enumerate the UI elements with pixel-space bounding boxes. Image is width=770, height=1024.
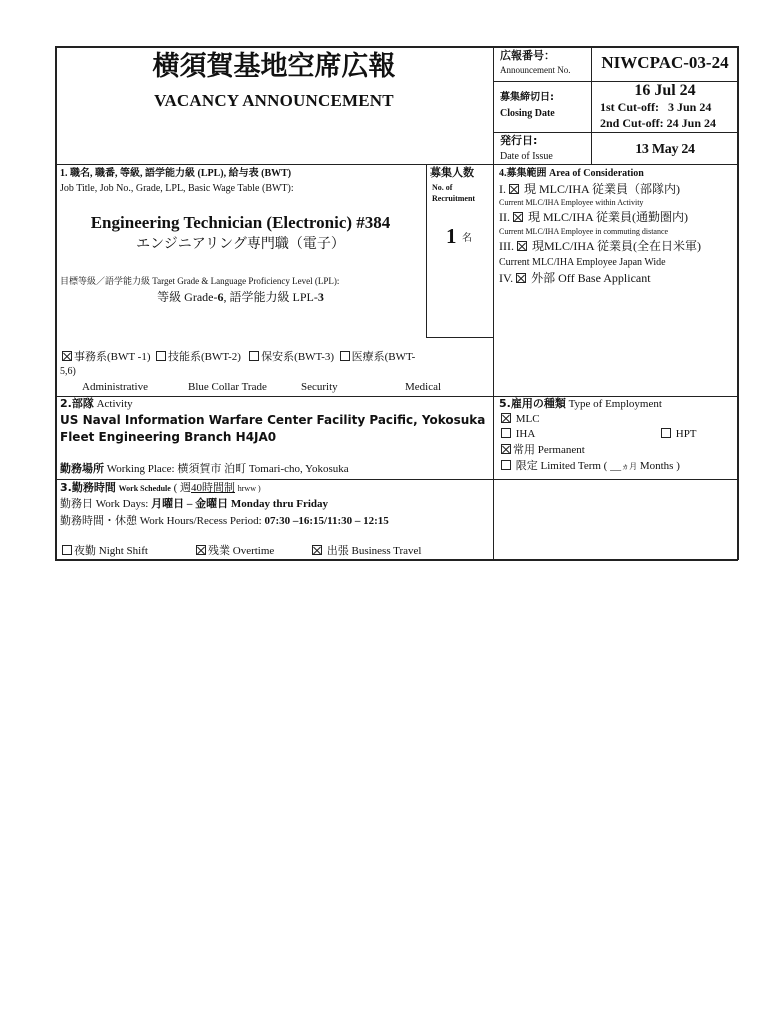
divider-main <box>493 46 494 560</box>
employment-hpt: HPT <box>661 428 697 440</box>
checkbox-medical[interactable] <box>340 351 350 361</box>
target-grade-label: 目標等級／語学能力級 Target Grade & Language Proficiency Level (LPL): <box>60 276 340 286</box>
divider-h2 <box>493 132 738 133</box>
checkbox-blue-collar[interactable] <box>156 351 166 361</box>
border-top <box>55 46 738 48</box>
travel-option: 出張 Business Travel <box>312 545 422 557</box>
recruit-count: 1 <box>446 224 457 248</box>
border-right <box>737 46 739 560</box>
grade-line: 等級 Grade-6, 語学能力級 LPL-3 <box>157 290 324 304</box>
cutoff-1: 1st Cut-off: 3 Jun 24 <box>600 100 712 114</box>
closing-date: 16 Jul 24 <box>634 82 696 99</box>
activity-line-2: Fleet Engineering Branch H4JA0 <box>60 430 277 444</box>
employment-permanent: 常用 Permanent <box>501 444 585 456</box>
checkbox-area-4[interactable] <box>516 273 526 283</box>
cat-security-en: Security <box>301 381 338 393</box>
announcement-no-label-jp: 広報番号： <box>500 49 555 62</box>
work-hours: 勤務時間・休憩 Work Hours/Recess Period: 07:30 –16:15/11:30 – 12:15 <box>60 515 389 527</box>
cat-blue-en: Blue Collar Trade <box>188 381 267 393</box>
recruit-label-jp: 募集人数 <box>430 166 474 179</box>
divider-recruit-v <box>426 164 427 337</box>
schedule-options: 夜勤 Night Shift <box>62 545 148 557</box>
checkbox-permanent[interactable] <box>501 444 511 454</box>
cat-medical-en: Medical <box>405 381 442 393</box>
checkbox-overtime[interactable] <box>196 545 206 555</box>
sec2-heading: 2.部隊 Activity <box>60 397 133 410</box>
checkbox-mlc[interactable] <box>501 413 511 423</box>
employment-iha: IHA <box>501 428 535 440</box>
area-item-2-sub: Current MLC/IHA Employee in commuting distance <box>499 227 669 236</box>
checkbox-hpt[interactable] <box>661 428 671 438</box>
sec1-heading-jp: 1. 職名, 職番, 等級, 語学能力級 (LPL), 給与表 (BWT) <box>60 168 292 179</box>
checkbox-security[interactable] <box>249 351 259 361</box>
job-title-jp: エンジニアリング専門職（電子） <box>136 236 345 252</box>
checkbox-admin[interactable] <box>62 351 72 361</box>
schedule-hours: 40 <box>191 482 202 494</box>
title-jp: 横須賀基地空席広報 <box>152 51 396 82</box>
overtime-option: 残業 Overtime <box>196 545 274 557</box>
checkbox-area-1[interactable] <box>509 184 519 194</box>
divider-header-bottom <box>55 164 738 165</box>
checkbox-limited[interactable] <box>501 460 511 470</box>
working-place: 勤務場所 Working Place: 横須賀市 泊町 Tomari-cho, Yokosuka <box>60 462 349 475</box>
employment-mlc: MLC <box>501 413 540 425</box>
recruit-unit: 名 <box>462 233 472 244</box>
area-item-4: IV. 外部 Off Base Applicant <box>499 271 651 285</box>
recruit-label-en-2: Recruitment <box>432 194 476 203</box>
sec3-heading: 3.勤務時間 Work Schedule ( 週40時間制 hrww ) <box>60 481 261 494</box>
sec5-heading: 5.雇用の種類 Type of Employment <box>499 397 662 410</box>
checkbox-area-3[interactable] <box>517 241 527 251</box>
divider-sec2-bottom <box>55 479 494 480</box>
area-item-1: I. 現 MLC/IHA 従業員（部隊内) <box>499 182 681 196</box>
employment-limited: 限定 Limited Term ( __ヵ月 Months ) <box>501 460 680 472</box>
job-title-en: Engineering Technician (Electronic) #384 <box>90 213 391 232</box>
activity-line-1: US Naval Information Warfare Center Facility Pacific, Yokosuka <box>60 413 486 427</box>
checkbox-travel[interactable] <box>312 545 322 555</box>
issue-date: 13 May 24 <box>635 142 695 157</box>
closing-label-jp: 募集締切日: <box>500 92 554 103</box>
work-days: 勤務日 Work Days: 月曜日 – 金曜日 Monday thru Friday <box>60 498 329 510</box>
announcement-no-label-en: Announcement No. <box>500 65 571 75</box>
checkbox-night-shift[interactable] <box>62 545 72 555</box>
divider-sec1-bottom <box>55 396 738 397</box>
cutoff-2: 2nd Cut-off: 24 Jun 24 <box>600 116 717 130</box>
issue-label-en: Date of Issue <box>500 151 553 162</box>
announcement-no: NIWCPAC-03-24 <box>601 53 729 72</box>
divider-sec5-bottom <box>493 479 738 480</box>
checkbox-iha[interactable] <box>501 428 511 438</box>
sec4-heading: 4.募集範囲 Area of Consideration <box>499 168 644 179</box>
sec1-heading-en: Job Title, Job No., Grade, LPL, Basic Wage Table (BWT): <box>60 183 294 194</box>
area-item-1-sub: Current MLC/IHA Employee within Activity <box>499 198 644 207</box>
issue-label-jp: 発行日: <box>500 134 538 147</box>
category-row: 事務系(BWT -1) 技能系(BWT-2) 保安系(BWT-3) 医療系(BWT- <box>62 351 415 363</box>
category-medical-cont: 5,6) <box>60 366 76 377</box>
border-bottom <box>55 559 738 561</box>
area-item-3: III. 現MLC/IHA 従業員(全在日米軍) <box>499 239 701 253</box>
recruit-label-en-1: No. of <box>432 183 453 192</box>
title-en: VACANCY ANNOUNCEMENT <box>154 91 394 110</box>
closing-label-en: Closing Date <box>500 108 555 119</box>
cat-admin-en: Administrative <box>82 381 148 393</box>
area-item-3-sub: Current MLC/IHA Employee Japan Wide <box>499 257 666 268</box>
divider-recruit-h <box>426 337 493 338</box>
checkbox-area-2[interactable] <box>513 212 523 222</box>
area-item-2: II. 現 MLC/IHA 従業員(通勤圏内) <box>499 210 688 224</box>
